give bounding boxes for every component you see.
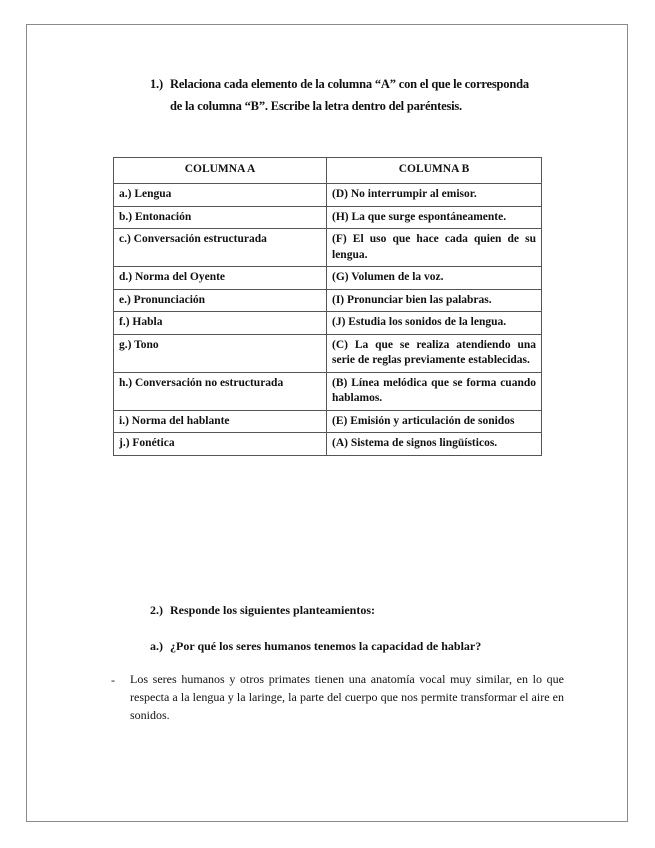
question-1-line-2: de la columna “B”. Escribe la letra dentro del paréntesis. (170, 99, 462, 113)
column-a-cell: f.) Habla (114, 312, 327, 335)
column-a-cell: a.) Lengua (114, 184, 327, 207)
column-a-cell: h.) Conversación no estructurada (114, 372, 327, 410)
column-b-cell: (F) El uso que hace cada quien de su lengua. (327, 229, 542, 267)
question-2-text: Responde los siguientes planteamientos: (170, 603, 376, 617)
table-row (114, 410, 542, 433)
column-b-cell: (B) Línea melódica que se forma cuando hablamos. (327, 372, 542, 410)
question-1-number: 1.) (150, 77, 163, 91)
table-row (114, 229, 542, 267)
column-a-cell: j.) Fonética (114, 433, 327, 456)
column-b-cell: (H) La que surge espontáneamente. (327, 206, 542, 229)
table-row (114, 312, 542, 335)
column-b-cell: (I) Pronunciar bien las palabras. (327, 289, 542, 312)
table-row (114, 372, 542, 410)
column-a-cell: e.) Pronunciación (114, 289, 327, 312)
column-b-cell: (G) Volumen de la voz. (327, 267, 542, 290)
column-a-cell: i.) Norma del hablante (114, 410, 327, 433)
table-row (114, 184, 542, 207)
table-row (114, 206, 542, 229)
column-a-cell: d.) Norma del Oyente (114, 267, 327, 290)
table-row (114, 267, 542, 290)
table-header-row (114, 158, 542, 184)
question-2-number: 2.) (150, 603, 163, 617)
question-2 (150, 603, 375, 618)
question-2a-text: ¿Por qué los seres humanos tenemos la capacidad de hablar? (170, 639, 482, 653)
question-1-line-1: Relaciona cada elemento de la columna “A” con el que le corresponda (170, 77, 529, 91)
matching-table (113, 157, 542, 456)
question-1 (150, 73, 590, 117)
answer-bullet: - (111, 673, 115, 687)
column-b-cell: (E) Emisión y articulación de sonidos (327, 410, 542, 433)
column-b-cell: (J) Estudia los sonidos de la lengua. (327, 312, 542, 335)
column-b-cell: (C) La que se realiza atendiendo una serie de reglas previamente establecidas. (327, 334, 542, 372)
column-b-cell: (A) Sistema de signos lingüísticos. (327, 433, 542, 456)
column-a-cell: b.) Entonación (114, 206, 327, 229)
header-column-a: COLUMNA A (114, 158, 327, 184)
question-2a (150, 639, 481, 654)
table-row (114, 289, 542, 312)
question-2a-number: a.) (150, 639, 163, 653)
table-row (114, 433, 542, 456)
column-a-cell: c.) Conversación estructurada (114, 229, 327, 267)
header-column-b: COLUMNA B (327, 158, 542, 184)
column-b-cell: (D) No interrumpir al emisor. (327, 184, 542, 207)
column-a-cell: g.) Tono (114, 334, 327, 372)
table-row (114, 334, 542, 372)
answer-paragraph: Los seres humanos y otros primates tienen una anatomía vocal muy similar, en lo que respecta a la lengua y la laringe, la parte del cuerpo que nos permite transformar el aire en sonidos. (130, 672, 564, 722)
